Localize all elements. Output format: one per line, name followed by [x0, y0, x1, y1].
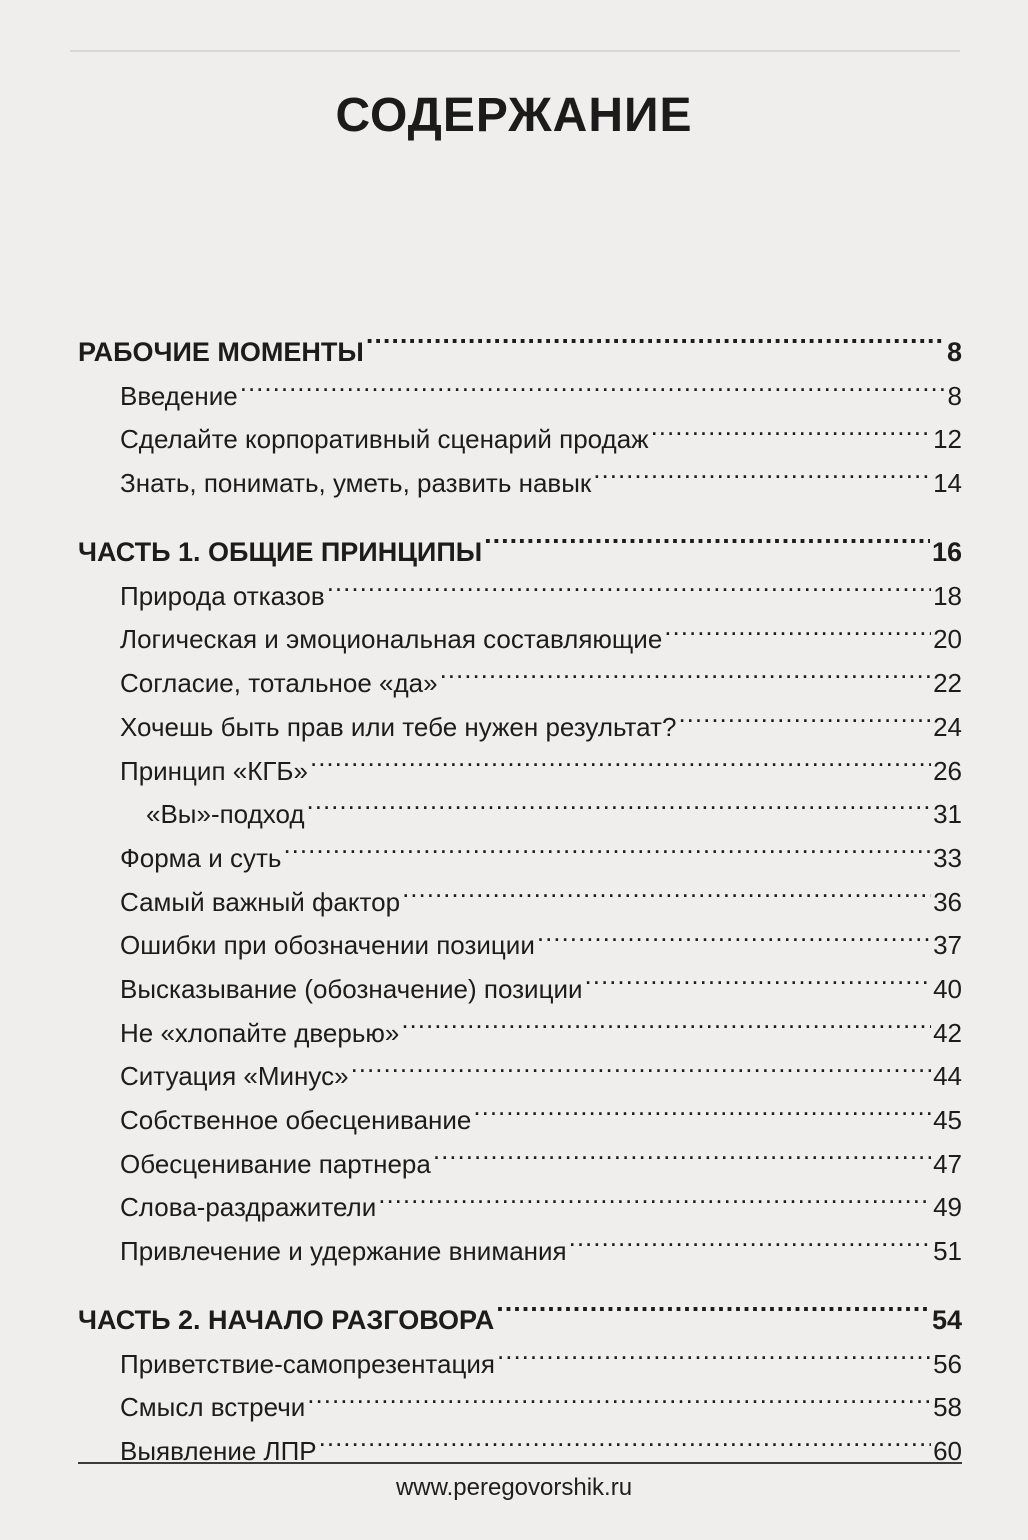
- toc-entry-page: 12: [933, 424, 962, 455]
- toc-entry-title: «Вы»-подход: [146, 799, 305, 830]
- toc-entry-page: 51: [933, 1236, 962, 1267]
- dot-leader: [401, 998, 931, 1042]
- toc-entry-page: 40: [933, 973, 962, 1004]
- toc-entry-page: 31: [933, 799, 962, 830]
- toc-entry-page: 56: [933, 1348, 962, 1379]
- toc-entry-title: Собственное обесценивание: [120, 1105, 472, 1135]
- toc-part-entry[interactable]: [78, 1276, 962, 1336]
- dot-leader: [664, 605, 931, 649]
- toc-entry-title: Введение: [120, 380, 238, 411]
- toc-entry-title: Приветствие-самопрезентация: [120, 1348, 496, 1379]
- toc-entry-title: Форма и суть: [120, 842, 282, 873]
- toc-entry-title: Сделайте корпоративный сценарий продаж: [120, 424, 649, 455]
- dot-leader: [378, 1173, 931, 1217]
- toc-entry-title: Ситуация «Минус»: [120, 1061, 349, 1092]
- dot-leader: [433, 1129, 931, 1173]
- dot-leader: [307, 1373, 931, 1417]
- toc-entry-page: 20: [933, 624, 962, 655]
- dot-leader: [585, 954, 932, 998]
- toc-entry-title: РАБОЧИЕ МОМЕНТЫ: [78, 337, 364, 367]
- dot-leader: [473, 1085, 931, 1129]
- toc-entry-title: Смысл встречи: [120, 1392, 306, 1423]
- toc-entry-title: Выявление ЛПР: [120, 1436, 317, 1467]
- toc-entry-title: Ошибки при обозначении позиции: [120, 930, 535, 961]
- toc-entry-page: 26: [933, 755, 962, 786]
- toc-entry-page: 24: [933, 711, 962, 742]
- toc-entry-page: 14: [933, 468, 962, 499]
- footer-url[interactable]: www.peregovorshik.ru: [395, 1474, 633, 1501]
- toc-entry-page: 36: [933, 886, 962, 917]
- toc-entry-title: Принцип «КГБ»: [120, 755, 308, 786]
- dot-leader: [569, 1216, 931, 1260]
- toc-entry-title: Высказывание (обозначение) позиции: [120, 973, 583, 1004]
- toc-entry-page: 8: [946, 337, 962, 367]
- toc-entry-page: 18: [933, 580, 962, 611]
- toc-entry-title: Самый важный фактор: [120, 886, 401, 917]
- dot-leader: [440, 648, 932, 692]
- dot-leader: [496, 1276, 930, 1329]
- toc-entry-page: 37: [933, 930, 962, 961]
- dot-leader: [497, 1329, 931, 1373]
- toc-entry-title: Хочешь быть прав или тебе нужен результат?: [120, 711, 677, 742]
- toc-entry-title: Природа отказов: [120, 580, 325, 611]
- dot-leader: [310, 736, 931, 780]
- dot-leader: [319, 1416, 931, 1460]
- dot-leader: [283, 823, 931, 867]
- toc-entry-title: Обесценивание партнера: [120, 1148, 431, 1179]
- dot-leader: [327, 561, 931, 605]
- page-title: СОДЕРЖАНИЕ: [335, 89, 693, 142]
- toc-entry-page: 47: [933, 1148, 962, 1179]
- dot-leader: [678, 692, 931, 736]
- dot-leader: [351, 1042, 932, 1086]
- toc-entry-title: ЧАСТЬ 2. НАЧАЛО РАЗГОВОРА: [78, 1305, 495, 1336]
- toc-entry-page: 44: [933, 1061, 962, 1092]
- toc-entry-page: 8: [947, 380, 962, 411]
- toc-entry-title: Знать, понимать, уметь, развить навык: [120, 468, 592, 499]
- dot-leader: [402, 867, 931, 911]
- toc-part-entry[interactable]: [78, 508, 962, 568]
- toc-entry-page: 42: [933, 1017, 962, 1048]
- toc-entry-title: Слова-раздражители: [120, 1192, 377, 1223]
- toc-entry-title: Логическая и эмоциональная составляющие: [120, 624, 663, 655]
- toc-entry-title: Привлечение и удержание внимания: [120, 1236, 567, 1267]
- toc-part-entry[interactable]: [78, 308, 962, 367]
- footer-rule: [78, 1462, 962, 1464]
- dot-leader: [366, 308, 945, 361]
- toc-entry-page: 16: [931, 537, 962, 568]
- dot-leader: [307, 780, 932, 824]
- dot-leader: [484, 508, 930, 561]
- toc-entry-page: 60: [933, 1436, 962, 1467]
- dot-leader: [537, 911, 931, 955]
- dot-leader: [651, 405, 932, 449]
- toc-entry-page: 58: [933, 1392, 962, 1423]
- toc-entry-page: 54: [931, 1305, 962, 1336]
- toc-entry-page: 45: [933, 1105, 962, 1135]
- table-of-contents: [78, 308, 962, 1467]
- toc-entry-page: 33: [933, 842, 962, 873]
- toc-entry-title: Не «хлопайте дверью»: [120, 1017, 400, 1048]
- toc-entry-page: 22: [933, 668, 962, 699]
- toc-entry-title: ЧАСТЬ 1. ОБЩИЕ ПРИНЦИПЫ: [78, 537, 483, 568]
- toc-entry-title: Согласие, тотальное «да»: [120, 668, 438, 699]
- dot-leader: [240, 361, 946, 405]
- dot-leader: [593, 448, 931, 492]
- toc-entry-page: 49: [933, 1192, 962, 1223]
- header-rule: [70, 20, 960, 52]
